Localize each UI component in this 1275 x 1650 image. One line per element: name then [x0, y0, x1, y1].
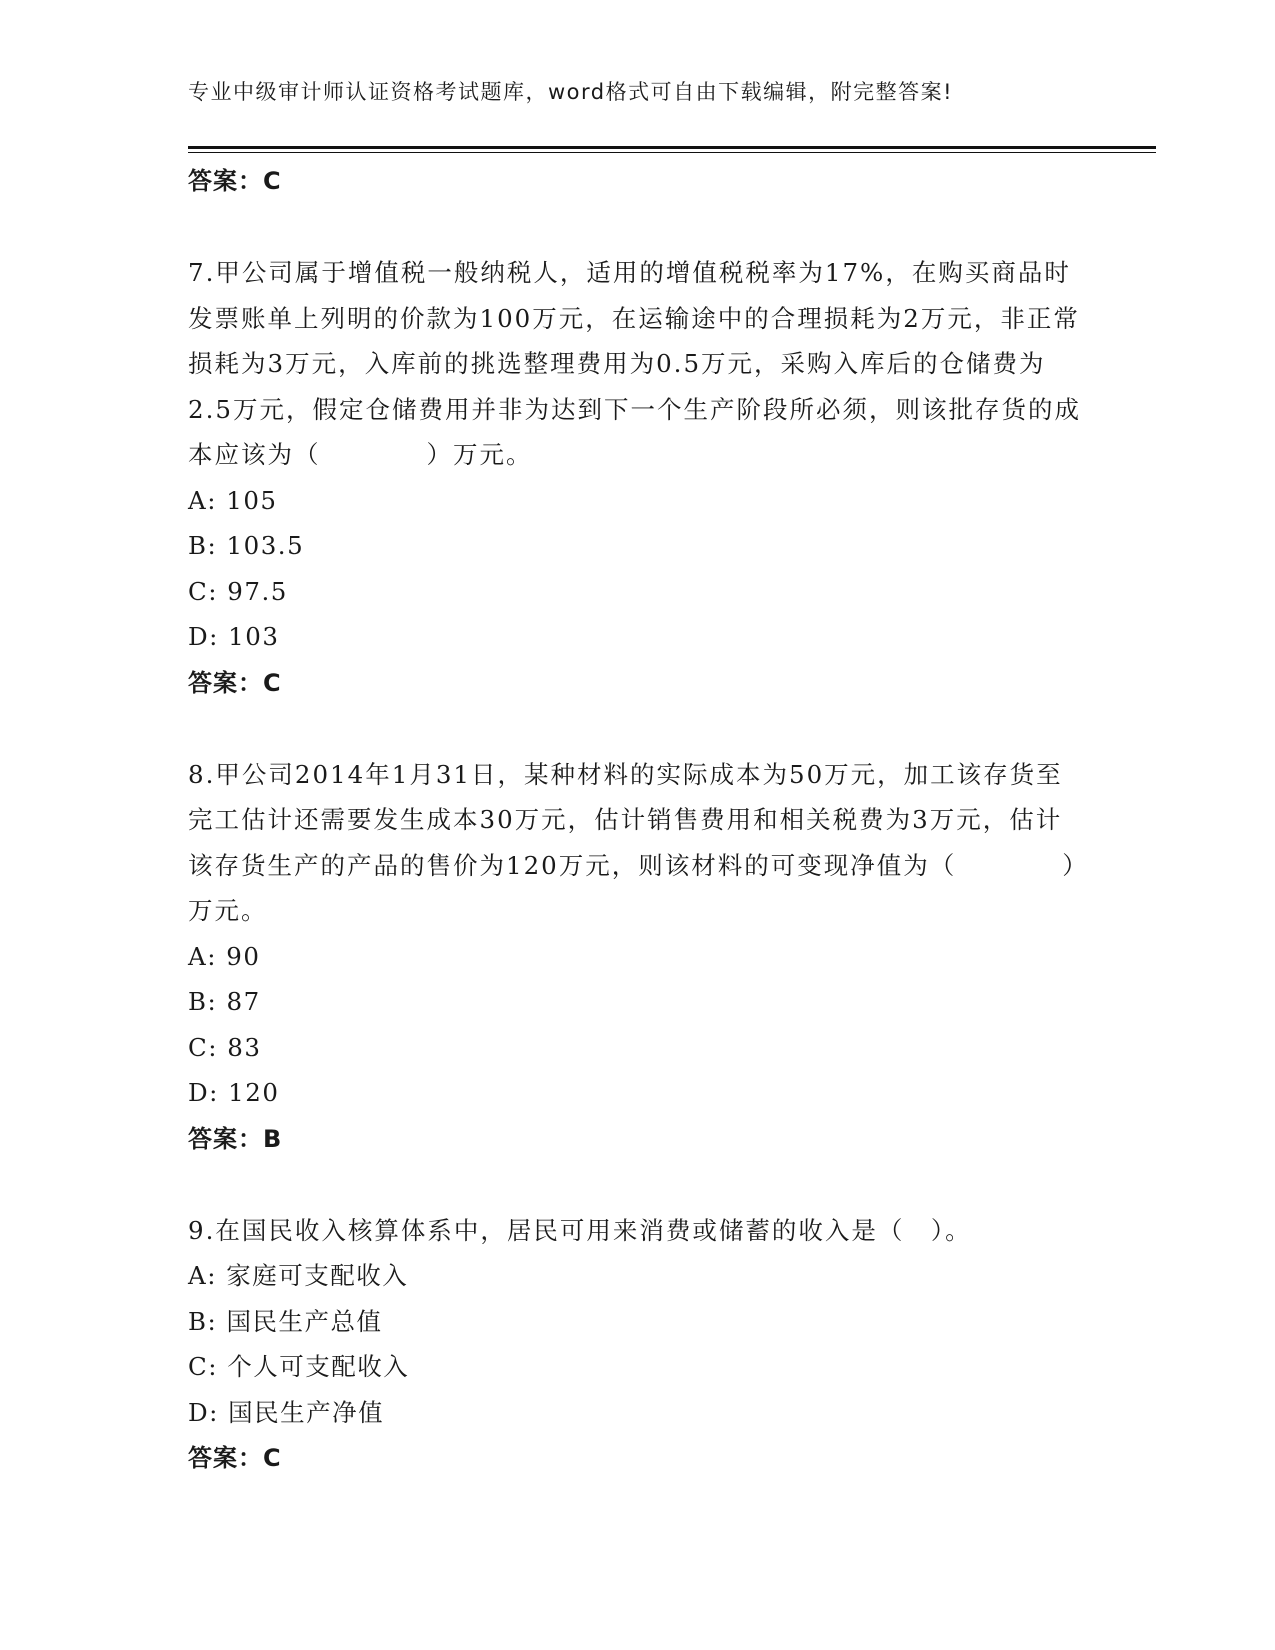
document-body — [188, 158, 1088, 1481]
option-d: D: 103 — [188, 622, 280, 651]
option-c: C: 个人可支配收入 — [188, 1352, 410, 1381]
page-header: 专业中级审计师认证资格考试题库，word格式可自由下载编辑，附完整答案! — [188, 80, 954, 104]
question-7 — [188, 250, 1088, 706]
answer-line: 答案：C — [188, 668, 282, 697]
question-9 — [188, 1208, 1088, 1482]
option-b: B: 103.5 — [188, 531, 305, 560]
option-d: D: 国民生产净值 — [188, 1397, 385, 1427]
question-stem: 7.甲公司属于增值税一般纳税人，适用的增值税税率为17%，在购买商品时发票账单上列明的价款为100万元，在运输途中的合理损耗为2万元，非正常损耗为3万元，入库前的挑选整理费用为0.5万元，采购入库后的仓储费为2.5万元，假定仓储费用并非为达到下一个生产阶段所必须，则该批存货的成本应该为（ ）万元。 — [188, 258, 1081, 469]
option-b: B: 国民生产总值 — [188, 1306, 383, 1336]
option-c: C: 83 — [188, 1032, 262, 1062]
header-divider-thick — [188, 146, 1156, 149]
question-stem: 9.在国民收入核算体系中，居民可用来消费或储蓄的收入是（ ）。 — [188, 1215, 972, 1245]
question-8 — [188, 752, 1088, 1162]
option-b: B: 87 — [188, 987, 261, 1016]
header-divider-thin — [188, 152, 1156, 153]
option-c: C: 97.5 — [188, 576, 288, 606]
option-a: A: 105 — [188, 485, 278, 515]
answer-line: 答案：C — [188, 1444, 282, 1472]
option-d: D: 120 — [188, 1078, 280, 1107]
question-stem: 8.甲公司2014年1月31日，某种材料的实际成本为50万元，加工该存货至完工估计还需要发生成本30万元，估计销售费用和相关税费为3万元，估计该存货生产的产品的售价为120万元，则该材料的可变现净值为（ ）万元。 — [188, 759, 1077, 925]
answer-line: 答案：C — [188, 167, 282, 195]
option-a: A: 90 — [188, 941, 261, 971]
answer-line: 答案：B — [188, 1124, 283, 1153]
option-a: A: 家庭可支配收入 — [188, 1261, 409, 1290]
